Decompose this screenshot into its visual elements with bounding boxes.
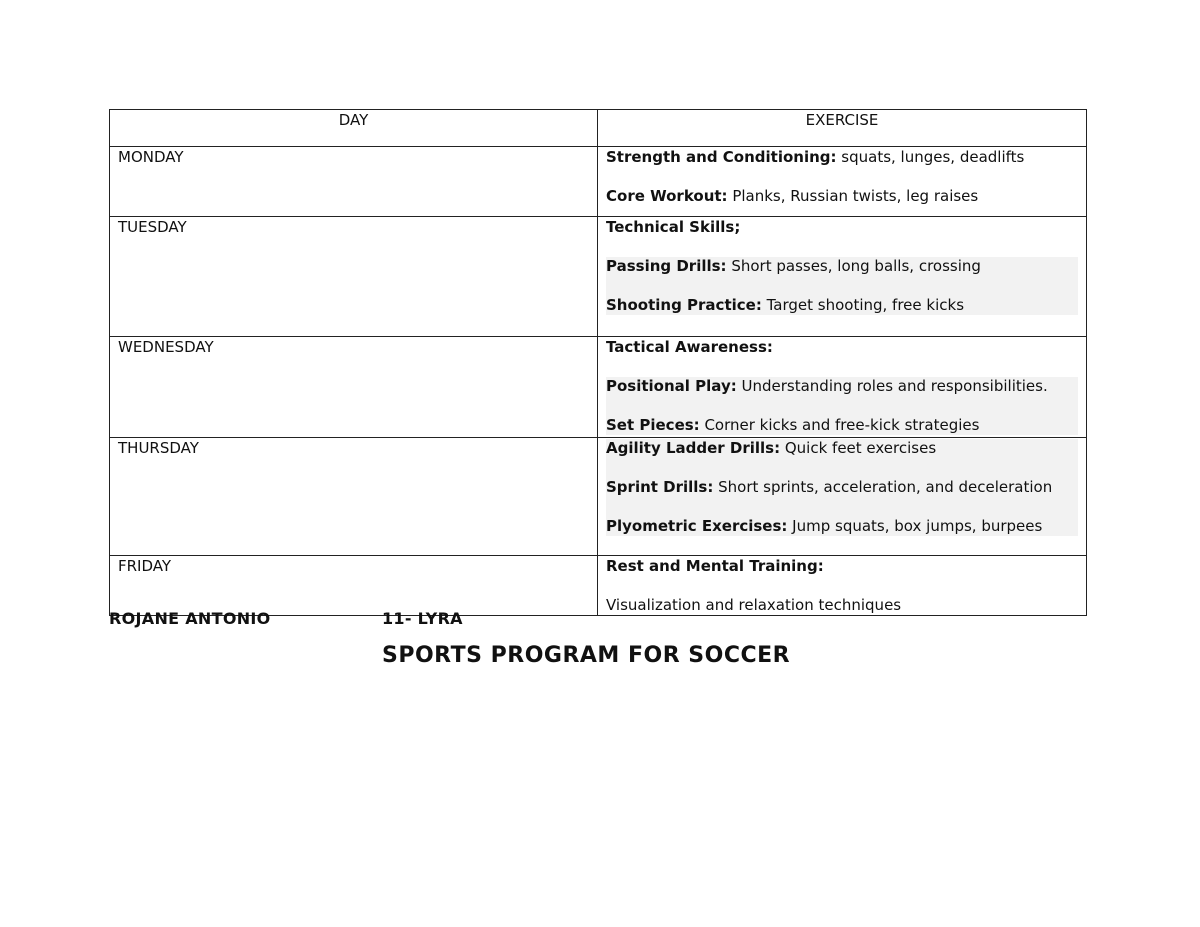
table-row xyxy=(110,337,1087,438)
document-title: SPORTS PROGRAM FOR SOCCER xyxy=(382,643,791,668)
table-row xyxy=(110,217,1087,337)
exercise-cell-tuesday xyxy=(598,217,1087,337)
exercise-column-header: EXERCISE xyxy=(598,110,1087,147)
exercise-cell-friday xyxy=(598,556,1087,616)
table-header-row xyxy=(110,110,1087,147)
exercise-entry: Plyometric Exercises: Jump squats, box jumps, burpees xyxy=(606,497,1078,536)
student-name: ROJANE ANTONIO xyxy=(109,609,271,628)
exercise-entry: Sprint Drills: Short sprints, acceleration, and deceleration xyxy=(606,458,1078,497)
exercise-entry: Visualization and relaxation techniques xyxy=(606,596,902,614)
exercise-entry: Agility Ladder Drills: Quick feet exercises xyxy=(606,439,1078,458)
table-row xyxy=(110,556,1087,616)
exercise-entry: Strength and Conditioning: squats, lunges, deadlifts xyxy=(606,148,1025,166)
day-cell-friday: FRIDAY xyxy=(110,556,598,616)
exercise-cell-thursday xyxy=(598,438,1087,556)
exercise-entry: Tactical Awareness: xyxy=(606,338,773,356)
exercise-entry: Shooting Practice: Target shooting, free kicks xyxy=(606,276,1078,315)
table-row xyxy=(110,438,1087,556)
exercise-entry: Core Workout: Planks, Russian twists, leg raises xyxy=(606,187,979,205)
student-section: 11- LYRA xyxy=(382,609,463,628)
exercise-entry: Positional Play: Understanding roles and responsibilities. xyxy=(606,377,1078,396)
exercise-cell-wednesday xyxy=(598,337,1087,438)
exercise-entry: Set Pieces: Corner kicks and free-kick strategies xyxy=(606,396,1078,435)
exercise-entry: Rest and Mental Training: xyxy=(606,557,824,575)
schedule-table xyxy=(109,109,1087,616)
exercise-cell-monday xyxy=(598,147,1087,217)
day-cell-monday: MONDAY xyxy=(110,147,598,217)
day-column-header: DAY xyxy=(110,110,598,147)
exercise-entry: Passing Drills: Short passes, long balls, crossing xyxy=(606,257,1078,276)
day-cell-wednesday: WEDNESDAY xyxy=(110,337,598,438)
table-row xyxy=(110,147,1087,217)
day-cell-tuesday: TUESDAY xyxy=(110,217,598,337)
day-cell-thursday: THURSDAY xyxy=(110,438,598,556)
exercise-entry: Technical Skills; xyxy=(606,218,741,236)
